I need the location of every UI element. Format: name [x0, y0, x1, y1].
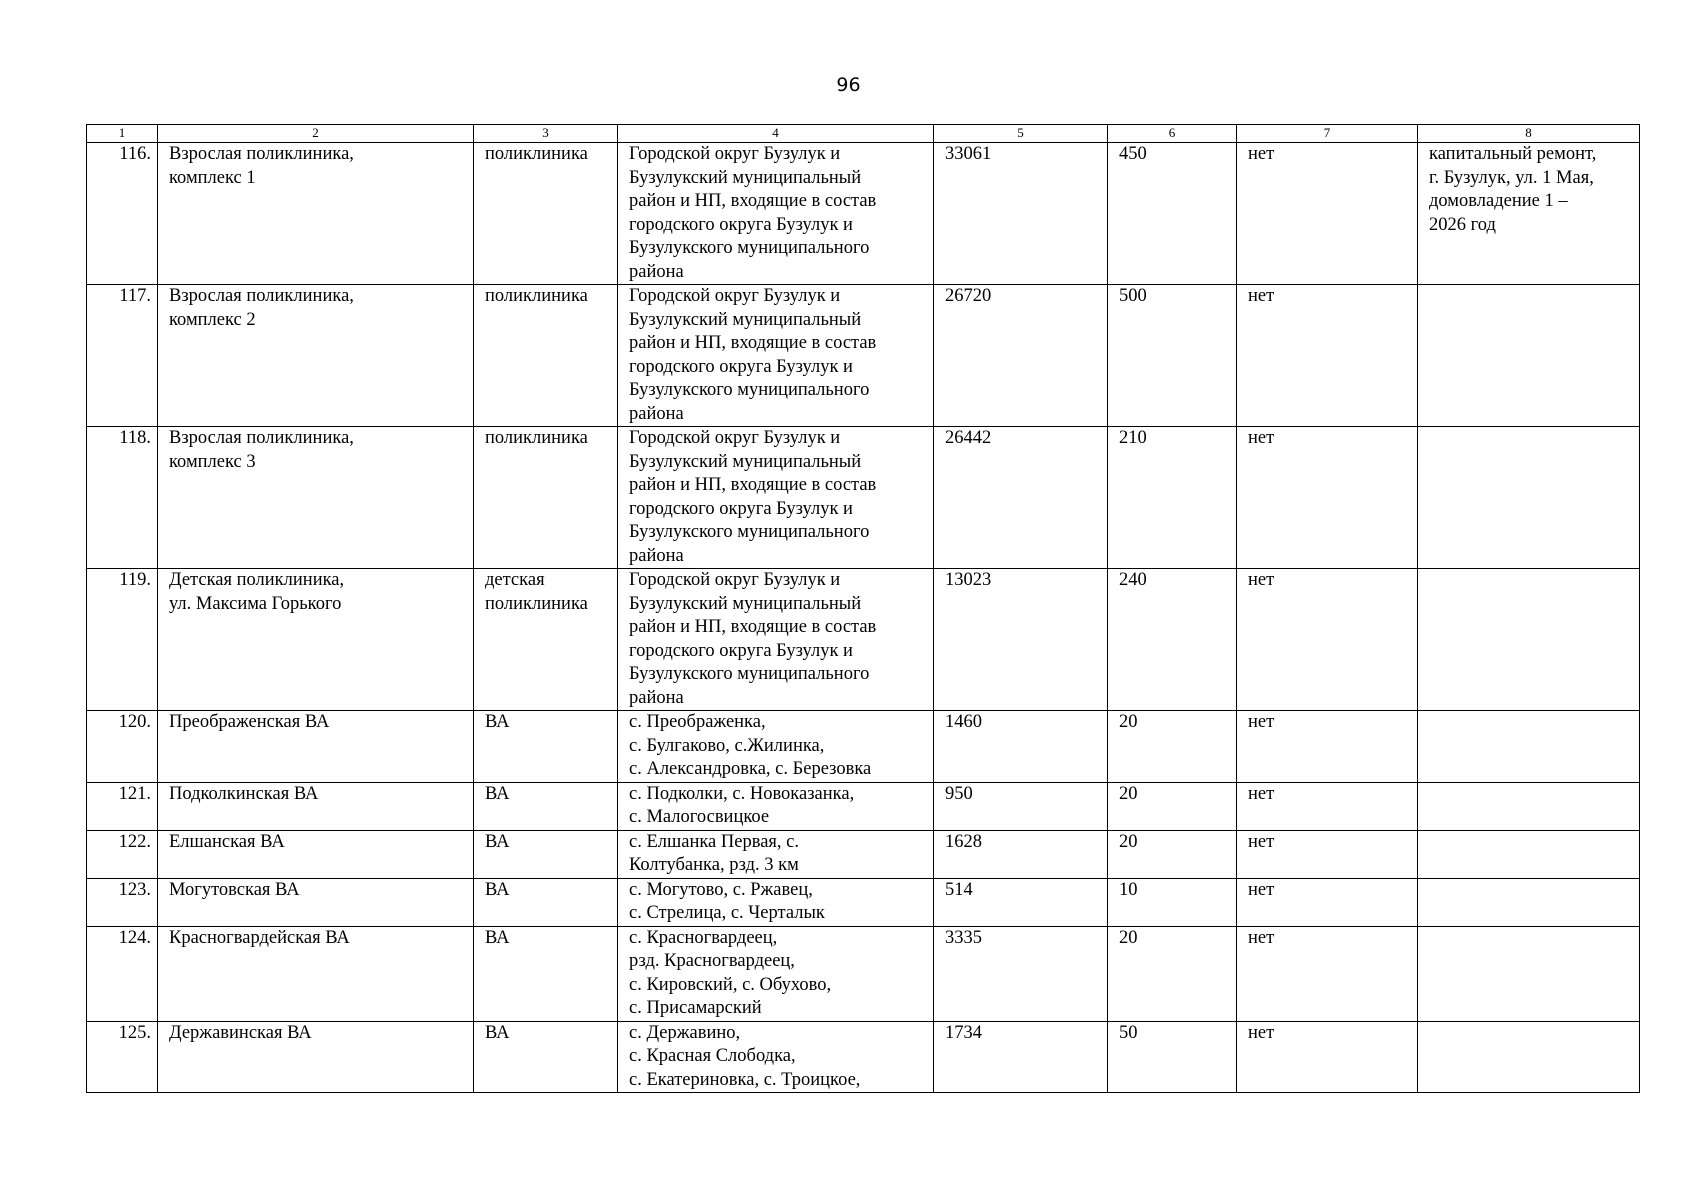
facility-name: Детская поликлиника, ул. Максима Горького [158, 569, 474, 711]
row-number: 124. [87, 926, 158, 1021]
population-value: 3335 [934, 926, 1108, 1021]
population-value: 26720 [934, 285, 1108, 427]
population-value: 26442 [934, 427, 1108, 569]
row-number: 121. [87, 782, 158, 830]
population-value: 1628 [934, 830, 1108, 878]
row-number: 119. [87, 569, 158, 711]
table-row [87, 878, 1640, 926]
column-7-value: нет [1237, 830, 1418, 878]
row-number: 123. [87, 878, 158, 926]
facility-type: ВА [474, 782, 618, 830]
column-8-value [1418, 926, 1640, 1021]
table-row [87, 711, 1640, 783]
table-row [87, 926, 1640, 1021]
table-row [87, 143, 1640, 285]
capacity-value: 210 [1108, 427, 1237, 569]
column-7-value: нет [1237, 569, 1418, 711]
facility-name: Елшанская ВА [158, 830, 474, 878]
column-7-value: нет [1237, 1021, 1418, 1093]
table-row [87, 830, 1640, 878]
column-7-value: нет [1237, 427, 1418, 569]
population-value: 13023 [934, 569, 1108, 711]
service-area: Городской округ Бузулук и Бузулукский муниципальный район и НП, входящие в состав городского округа Бузулук и Бузулукского муниципального района [618, 143, 934, 285]
column-8-value [1418, 427, 1640, 569]
capacity-value: 500 [1108, 285, 1237, 427]
facility-type: ВА [474, 926, 618, 1021]
service-area: с. Елшанка Первая, с. Колтубанка, рзд. 3 км [618, 830, 934, 878]
service-area: с. Преображенка, с. Булгаково, с.Жилинка, с. Александровка, с. Березовка [618, 711, 934, 783]
table-row [87, 569, 1640, 711]
column-7-value: нет [1237, 143, 1418, 285]
service-area: с. Подколки, с. Новоказанка, с. Малогосвицкое [618, 782, 934, 830]
population-value: 950 [934, 782, 1108, 830]
facility-type: поликлиника [474, 427, 618, 569]
column-7-value: нет [1237, 285, 1418, 427]
capacity-value: 20 [1108, 830, 1237, 878]
column-7-value: нет [1237, 711, 1418, 783]
column-8-value [1418, 285, 1640, 427]
service-area: с. Красногвардеец, рзд. Красногвардеец, с. Кировский, с. Обухово, с. Присамарский [618, 926, 934, 1021]
facility-name: Подколкинская ВА [158, 782, 474, 830]
capacity-value: 240 [1108, 569, 1237, 711]
column-header: 8 [1418, 125, 1640, 143]
service-area: Городской округ Бузулук и Бузулукский муниципальный район и НП, входящие в состав городского округа Бузулук и Бузулукского муниципального района [618, 427, 934, 569]
table-row [87, 427, 1640, 569]
facility-name: Державинская ВА [158, 1021, 474, 1093]
column-header: 5 [934, 125, 1108, 143]
capacity-value: 20 [1108, 711, 1237, 783]
column-8-value: капитальный ремонт, г. Бузулук, ул. 1 Мая, домовладение 1 – 2026 год [1418, 143, 1640, 285]
facility-type: поликлиника [474, 285, 618, 427]
facility-name: Взрослая поликлиника, комплекс 2 [158, 285, 474, 427]
service-area: Городской округ Бузулук и Бузулукский муниципальный район и НП, входящие в состав городского округа Бузулук и Бузулукского муниципального района [618, 285, 934, 427]
row-number: 117. [87, 285, 158, 427]
facility-name: Красногвардейская ВА [158, 926, 474, 1021]
facility-type: ВА [474, 1021, 618, 1093]
column-header: 4 [618, 125, 934, 143]
column-header: 2 [158, 125, 474, 143]
population-value: 514 [934, 878, 1108, 926]
capacity-value: 50 [1108, 1021, 1237, 1093]
capacity-value: 20 [1108, 926, 1237, 1021]
row-number: 118. [87, 427, 158, 569]
table-row [87, 1021, 1640, 1093]
capacity-value: 450 [1108, 143, 1237, 285]
row-number: 120. [87, 711, 158, 783]
facility-type: поликлиника [474, 143, 618, 285]
table-row [87, 285, 1640, 427]
column-8-value [1418, 711, 1640, 783]
facility-name: Могутовская ВА [158, 878, 474, 926]
column-8-value [1418, 782, 1640, 830]
facility-type: ВА [474, 878, 618, 926]
population-value: 1460 [934, 711, 1108, 783]
row-number: 116. [87, 143, 158, 285]
population-value: 33061 [934, 143, 1108, 285]
facilities-table [86, 124, 1640, 1093]
page-number: 96 [836, 74, 861, 96]
column-7-value: нет [1237, 926, 1418, 1021]
population-value: 1734 [934, 1021, 1108, 1093]
service-area: Городской округ Бузулук и Бузулукский муниципальный район и НП, входящие в состав городского округа Бузулук и Бузулукского муниципального района [618, 569, 934, 711]
column-7-value: нет [1237, 782, 1418, 830]
capacity-value: 20 [1108, 782, 1237, 830]
column-8-value [1418, 569, 1640, 711]
facility-name: Взрослая поликлиника, комплекс 3 [158, 427, 474, 569]
row-number: 125. [87, 1021, 158, 1093]
facility-type: ВА [474, 830, 618, 878]
column-header: 7 [1237, 125, 1418, 143]
column-7-value: нет [1237, 878, 1418, 926]
table-row [87, 782, 1640, 830]
facility-name: Взрослая поликлиника, комплекс 1 [158, 143, 474, 285]
row-number: 122. [87, 830, 158, 878]
column-8-value [1418, 1021, 1640, 1093]
facility-type: ВА [474, 711, 618, 783]
column-8-value [1418, 878, 1640, 926]
table-header-row [87, 125, 1640, 143]
capacity-value: 10 [1108, 878, 1237, 926]
facility-name: Преображенская ВА [158, 711, 474, 783]
column-header: 3 [474, 125, 618, 143]
service-area: с. Державино, с. Красная Слободка, с. Екатериновка, с. Троицкое, [618, 1021, 934, 1093]
column-header: 6 [1108, 125, 1237, 143]
column-header: 1 [87, 125, 158, 143]
column-8-value [1418, 830, 1640, 878]
facility-type: детская поликлиника [474, 569, 618, 711]
service-area: с. Могутово, с. Ржавец, с. Стрелица, с. Черталык [618, 878, 934, 926]
